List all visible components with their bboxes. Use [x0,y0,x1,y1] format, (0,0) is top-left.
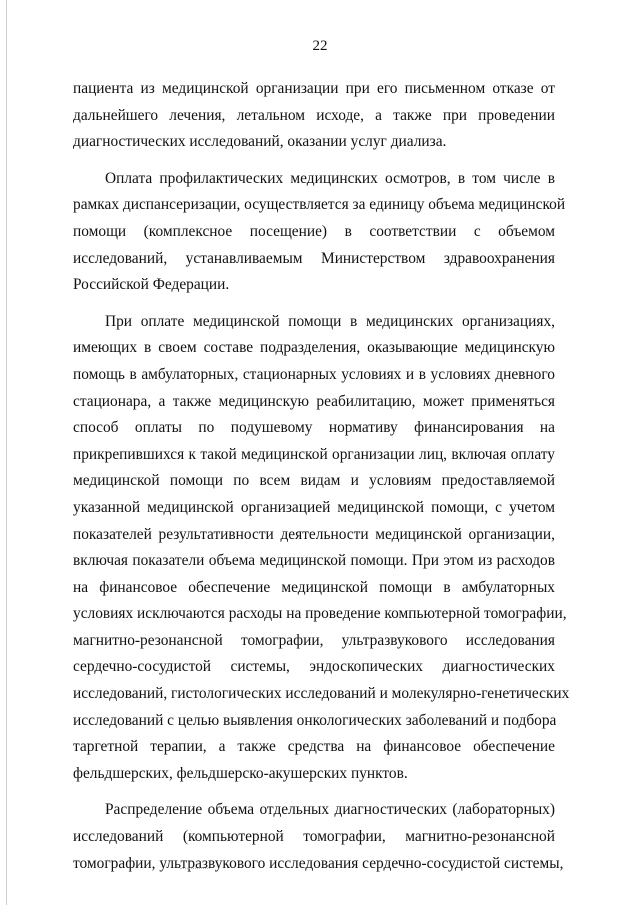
text-line: условиях исключаются расходы на проведение компьютерной томографии, [73,605,567,623]
text-line: таргетной терапии, а также средства на финансовое обеспечение [73,738,555,756]
text-line: стационара, а также медицинскую реабилитацию, может применяться [73,392,555,410]
text-line: имеющих в своем составе подразделения, оказывающие медицинскую [73,339,555,357]
text-line: помощи (комплексное посещение) в соответствии с объемом [73,222,555,240]
text-line: сердечно-сосудистой системы, эндоскопических диагностических [73,658,555,676]
text-line: исследований, гистологических исследований и молекулярно-генетических [73,685,570,703]
text-line: магнитно-резонансной томографии, ультразвукового исследования [73,631,555,649]
text-line: томографии, ультразвукового исследования сердечно-сосудистой системы, [73,854,564,872]
text-line: диагностических исследований, оказании услуг диализа. [73,133,447,151]
text-line: показателей результативности деятельности медицинской организации, [73,525,555,543]
text-line: рамках диспансеризации, осуществляется за единицу объема медицинской [73,196,566,214]
paragraph-4 [73,797,564,877]
text-line: прикрепившихся к такой медицинской организации лиц, включая оплату [73,445,555,463]
text-line: включая показатели объема медицинской помощи. При этом из расходов [73,552,555,570]
text-line: исследований (компьютерной томографии, магнитно-резонансной [73,828,555,846]
text-line: исследований с целью выявления онкологических заболеваний и подбора [73,711,557,729]
paragraph-2 [73,166,566,299]
text-line: дальнейшего лечения, летальном исходе, а также при проведении [73,106,555,124]
text-line: на финансовое обеспечение медицинской помощи в амбулаторных [73,578,555,596]
text-line: способ оплаты по подушевому нормативу финансирования на [73,419,555,437]
scan-artifact [180,868,210,870]
text-line: указанной медицинской организацией медицинской помощи, с учетом [73,498,555,516]
document-body [73,76,570,887]
text-line: помощь в амбулаторных, стационарных условиях и в условиях дневного [73,365,555,383]
text-line: Оплата профилактических медицинских осмотров, в том числе в [105,169,555,187]
paragraph-3 [73,309,570,788]
text-line: Российской Федерации. [73,276,230,294]
text-line: исследований, устанавливаемым Министерством здравоохранения [73,249,555,267]
scan-edge-line [6,0,7,905]
paragraph-1 [73,76,555,156]
text-line: Распределение объема отдельных диагностических (лабораторных) [105,801,555,819]
text-line: медицинской помощи по всем видам и условиям предоставляемой [73,472,555,490]
text-line: При оплате медицинской помощи в медицинских организациях, [105,312,555,330]
text-line: фельдшерских, фельдшерско-акушерских пунктов. [73,764,408,782]
page-number: 22 [312,38,328,54]
text-line: пациента из медицинской организации при его письменном отказе от [73,80,555,97]
